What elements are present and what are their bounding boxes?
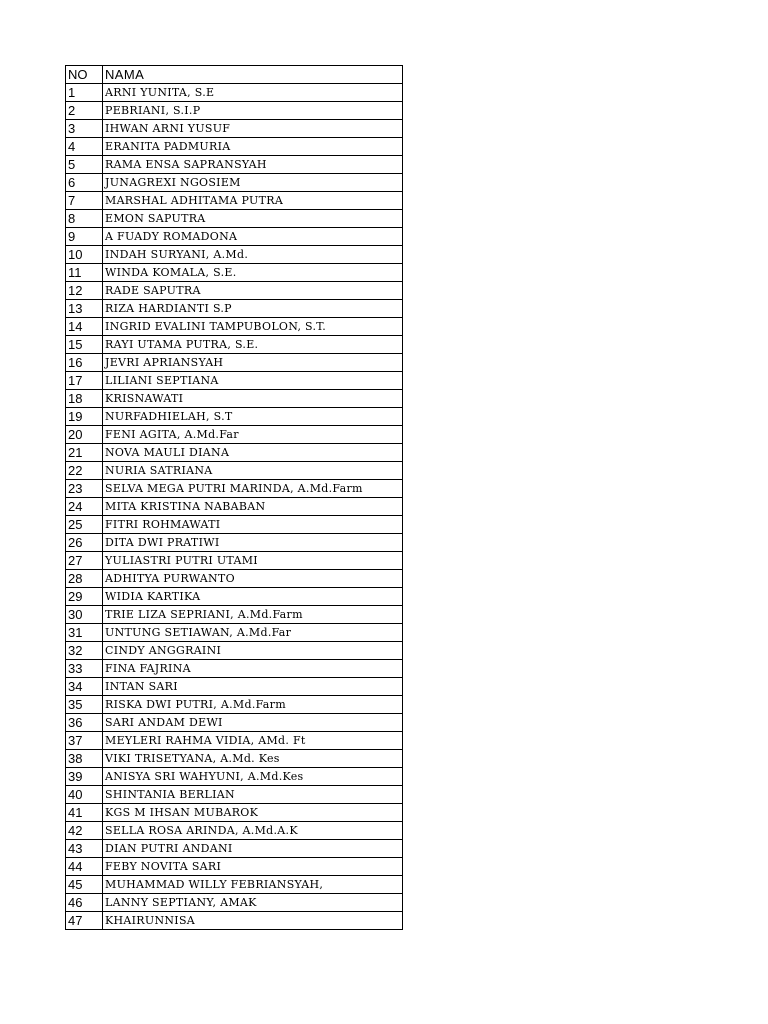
row-number: 6 <box>66 174 103 192</box>
row-name: MITA KRISTINA NABABAN <box>103 498 403 516</box>
row-name: TRIE LIZA SEPRIANI, A.Md.Farm <box>103 606 403 624</box>
row-name: EMON SAPUTRA <box>103 210 403 228</box>
table-row <box>66 228 403 246</box>
table-row <box>66 894 403 912</box>
table-row <box>66 570 403 588</box>
table-row <box>66 480 403 498</box>
table-row <box>66 462 403 480</box>
table-row <box>66 804 403 822</box>
table-row <box>66 624 403 642</box>
row-number: 47 <box>66 912 103 930</box>
row-name: ADHITYA PURWANTO <box>103 570 403 588</box>
table-row <box>66 768 403 786</box>
row-name: NURFADHIELAH, S.T <box>103 408 403 426</box>
row-number: 43 <box>66 840 103 858</box>
row-name: INDAH SURYANI, A.Md. <box>103 246 403 264</box>
table-row <box>66 192 403 210</box>
table-row <box>66 156 403 174</box>
row-number: 9 <box>66 228 103 246</box>
row-number: 28 <box>66 570 103 588</box>
row-name: LILIANI SEPTIANA <box>103 372 403 390</box>
table-row <box>66 714 403 732</box>
row-name: RIZA HARDIANTI S.P <box>103 300 403 318</box>
table-row <box>66 732 403 750</box>
table-body <box>66 84 403 930</box>
row-number: 26 <box>66 534 103 552</box>
row-number: 2 <box>66 102 103 120</box>
row-name: RAMA ENSA SAPRANSYAH <box>103 156 403 174</box>
row-name: WIDIA KARTIKA <box>103 588 403 606</box>
table-row <box>66 642 403 660</box>
row-name: ANISYA SRI WAHYUNI, A.Md.Kes <box>103 768 403 786</box>
table-row <box>66 174 403 192</box>
table-row <box>66 858 403 876</box>
row-number: 40 <box>66 786 103 804</box>
table-row <box>66 264 403 282</box>
table-row <box>66 300 403 318</box>
row-number: 29 <box>66 588 103 606</box>
table-row <box>66 246 403 264</box>
row-name: FENI AGITA, A.Md.Far <box>103 426 403 444</box>
row-name: CINDY ANGGRAINI <box>103 642 403 660</box>
row-name: JEVRI APRIANSYAH <box>103 354 403 372</box>
row-name: SELVA MEGA PUTRI MARINDA, A.Md.Farm <box>103 480 403 498</box>
table-row <box>66 354 403 372</box>
row-name: FINA FAJRINA <box>103 660 403 678</box>
row-number: 30 <box>66 606 103 624</box>
row-number: 44 <box>66 858 103 876</box>
table-row <box>66 696 403 714</box>
table-row <box>66 498 403 516</box>
row-number: 3 <box>66 120 103 138</box>
table-row <box>66 786 403 804</box>
table-row <box>66 102 403 120</box>
table-row <box>66 426 403 444</box>
table-row <box>66 588 403 606</box>
row-name: NURIA SATRIANA <box>103 462 403 480</box>
row-number: 23 <box>66 480 103 498</box>
row-number: 7 <box>66 192 103 210</box>
row-name: UNTUNG SETIAWAN, A.Md.Far <box>103 624 403 642</box>
table-row <box>66 534 403 552</box>
row-number: 45 <box>66 876 103 894</box>
table-row <box>66 516 403 534</box>
row-number: 1 <box>66 84 103 102</box>
name-list-table <box>65 65 403 930</box>
table-row <box>66 912 403 930</box>
row-name: INGRID EVALINI TAMPUBOLON, S.T. <box>103 318 403 336</box>
row-number: 18 <box>66 390 103 408</box>
row-name: SHINTANIA BERLIAN <box>103 786 403 804</box>
row-name: SARI ANDAM DEWI <box>103 714 403 732</box>
row-name: RADE SAPUTRA <box>103 282 403 300</box>
row-number: 14 <box>66 318 103 336</box>
row-name: MUHAMMAD WILLY FEBRIANSYAH, <box>103 876 403 894</box>
row-number: 11 <box>66 264 103 282</box>
row-name: DIAN PUTRI ANDANI <box>103 840 403 858</box>
row-name: KGS M IHSAN MUBAROK <box>103 804 403 822</box>
row-name: NOVA MAULI DIANA <box>103 444 403 462</box>
row-name: KRISNAWATI <box>103 390 403 408</box>
row-number: 41 <box>66 804 103 822</box>
table-row <box>66 372 403 390</box>
row-name: LANNY SEPTIANY, AMAK <box>103 894 403 912</box>
row-name: IHWAN ARNI YUSUF <box>103 120 403 138</box>
table-row <box>66 876 403 894</box>
table-row <box>66 120 403 138</box>
row-number: 35 <box>66 696 103 714</box>
row-number: 22 <box>66 462 103 480</box>
row-name: PEBRIANI, S.I.P <box>103 102 403 120</box>
table-row <box>66 660 403 678</box>
row-number: 20 <box>66 426 103 444</box>
row-number: 32 <box>66 642 103 660</box>
row-number: 16 <box>66 354 103 372</box>
table-row <box>66 336 403 354</box>
table-row <box>66 84 403 102</box>
row-number: 21 <box>66 444 103 462</box>
table-row <box>66 678 403 696</box>
row-number: 42 <box>66 822 103 840</box>
row-number: 46 <box>66 894 103 912</box>
table-row <box>66 282 403 300</box>
row-number: 4 <box>66 138 103 156</box>
table-row <box>66 318 403 336</box>
row-number: 31 <box>66 624 103 642</box>
row-number: 27 <box>66 552 103 570</box>
row-number: 34 <box>66 678 103 696</box>
row-name: WINDA KOMALA, S.E. <box>103 264 403 282</box>
table-header <box>66 66 403 84</box>
row-number: 36 <box>66 714 103 732</box>
row-name: VIKI TRISETYANA, A.Md. Kes <box>103 750 403 768</box>
row-number: 17 <box>66 372 103 390</box>
row-number: 15 <box>66 336 103 354</box>
table-row <box>66 444 403 462</box>
row-name: SELLA ROSA ARINDA, A.Md.A.K <box>103 822 403 840</box>
row-name: ERANITA PADMURIA <box>103 138 403 156</box>
row-name: KHAIRUNNISA <box>103 912 403 930</box>
row-number: 10 <box>66 246 103 264</box>
row-name: RISKA DWI PUTRI, A.Md.Farm <box>103 696 403 714</box>
row-name: INTAN SARI <box>103 678 403 696</box>
row-number: 24 <box>66 498 103 516</box>
row-name: A FUADY ROMADONA <box>103 228 403 246</box>
row-number: 39 <box>66 768 103 786</box>
header-row <box>66 66 403 84</box>
row-number: 38 <box>66 750 103 768</box>
row-name: RAYI UTAMA PUTRA, S.E. <box>103 336 403 354</box>
table-row <box>66 408 403 426</box>
row-number: 37 <box>66 732 103 750</box>
row-number: 19 <box>66 408 103 426</box>
document-page <box>65 65 403 930</box>
row-number: 8 <box>66 210 103 228</box>
table-row <box>66 210 403 228</box>
table-row <box>66 606 403 624</box>
row-number: 12 <box>66 282 103 300</box>
row-name: MEYLERI RAHMA VIDIA, AMd. Ft <box>103 732 403 750</box>
row-name: DITA DWI PRATIWI <box>103 534 403 552</box>
row-name: FEBY NOVITA SARI <box>103 858 403 876</box>
row-number: 33 <box>66 660 103 678</box>
table-row <box>66 390 403 408</box>
row-number: 25 <box>66 516 103 534</box>
table-row <box>66 552 403 570</box>
row-name: JUNAGREXI NGOSIEM <box>103 174 403 192</box>
header-nama: NAMA <box>103 66 403 84</box>
row-number: 5 <box>66 156 103 174</box>
table-row <box>66 840 403 858</box>
row-name: ARNI YUNITA, S.E <box>103 84 403 102</box>
header-no: NO <box>66 66 103 84</box>
row-name: FITRI ROHMAWATI <box>103 516 403 534</box>
table-row <box>66 750 403 768</box>
table-row <box>66 138 403 156</box>
table-row <box>66 822 403 840</box>
row-number: 13 <box>66 300 103 318</box>
row-name: MARSHAL ADHITAMA PUTRA <box>103 192 403 210</box>
row-name: YULIASTRI PUTRI UTAMI <box>103 552 403 570</box>
